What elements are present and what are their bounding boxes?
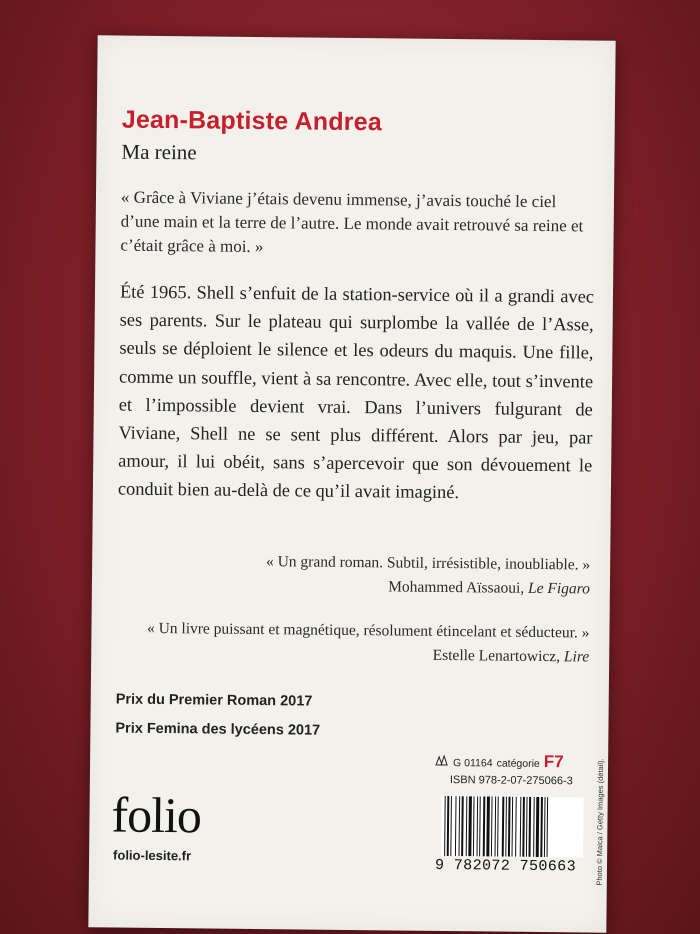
photo-credit: Photo © Maica / Getty Images (détail).: [594, 758, 606, 886]
barcode-bar: [461, 796, 464, 856]
excerpt-quote: « Grâce à Viviane j’étais devenu immense, j’avais touché le ciel d’une main et la terre de l’autre. Le monde avait retrouvé sa reine et c’était grâce à moi. »: [120, 187, 584, 257]
barcode-bar: [479, 796, 481, 856]
barcode-bar: [502, 797, 505, 857]
barcode-bar: [486, 796, 490, 856]
review-2-text: « Un livre puissant et magnétique, résolument étincelant et séducteur. »: [146, 619, 590, 642]
review-2-publication: Lire: [563, 648, 590, 666]
author-name: Jean-Baptiste Andrea: [121, 105, 383, 137]
barcode-bar: [505, 797, 507, 857]
review-1: [266, 550, 591, 601]
review-2-author: Estelle Lenartowicz,: [432, 646, 565, 666]
barcode-bar: [547, 797, 549, 857]
book-title: Ma reine: [121, 139, 197, 165]
barcode-bar: [447, 796, 450, 856]
barcode-bar: [459, 796, 461, 856]
barcode-bar: [544, 797, 546, 857]
tree-icon: [435, 755, 449, 766]
barcode-bar: [536, 797, 540, 857]
catalog-code: G 01164: [453, 757, 493, 770]
publisher-url: folio-lesite.fr: [113, 847, 192, 864]
category-label: catégorie: [496, 757, 540, 770]
barcode-bar: [473, 796, 475, 856]
barcode-bar: [515, 797, 517, 857]
barcode-bar: [483, 796, 486, 856]
category-code: F7: [543, 752, 564, 772]
review-1-text: « Un grand roman. Subtil, irrésistible, inoubliable. »: [265, 553, 591, 574]
review-1-publication: Le Figaro: [527, 579, 591, 598]
barcode-bar: [529, 797, 532, 857]
barcode: [441, 796, 584, 857]
barcode-bar: [455, 796, 457, 856]
folio-logo: folio: [111, 786, 202, 844]
catalog-line: [435, 751, 564, 772]
barcode-bar: [444, 796, 446, 856]
review-1-author: Mohammed Aïssaoui,: [388, 578, 529, 597]
review-2-attribution: [147, 641, 590, 670]
barcode-bar: [491, 796, 493, 856]
barcode-bar: [540, 797, 543, 857]
review-1-attribution: [266, 574, 590, 601]
award-1: Prix du Premier Roman 2017: [115, 691, 313, 710]
book-back-cover: [88, 35, 615, 932]
review-2: [147, 617, 590, 670]
barcode-bar: [522, 797, 525, 857]
barcode-bar: [477, 796, 479, 856]
award-2: Prix Femina des lycéens 2017: [115, 720, 321, 739]
barcode-bar: [466, 796, 468, 856]
barcode-bar: [497, 797, 499, 857]
isbn: ISBN 978-2-07-275066-3: [449, 774, 573, 788]
barcode-bar: [450, 796, 452, 856]
barcode-bar: [495, 797, 497, 857]
barcode-bar: [533, 797, 535, 857]
barcode-bar: [512, 797, 514, 857]
barcode-bar: [526, 797, 528, 857]
barcode-bar: [468, 796, 472, 856]
barcode-bar: [520, 797, 522, 857]
barcode-number: 9 782072 750663: [434, 856, 577, 876]
barcode-bar: [508, 797, 511, 857]
synopsis-text: Été 1965. Shell s’enfuit de la station-service où il a grandi avec ses parents. Sur le plateau qui surplombe la vallée de l’Asse, seuls se déploient le silence et les odeurs du maquis. Une fille, comme un souffle, vient à sa rencontre. Avec elle, tout s’invente et l’impossible devient vrai. Dans l’univers fulgurant de Viviane, Shell ne se sent plus différent. Alors par jeu, par amour, il lui obéit, sans s’apercevoir que son dévouement le conduit bien au-delà de ce qu’il avait imaginé.: [117, 281, 595, 503]
